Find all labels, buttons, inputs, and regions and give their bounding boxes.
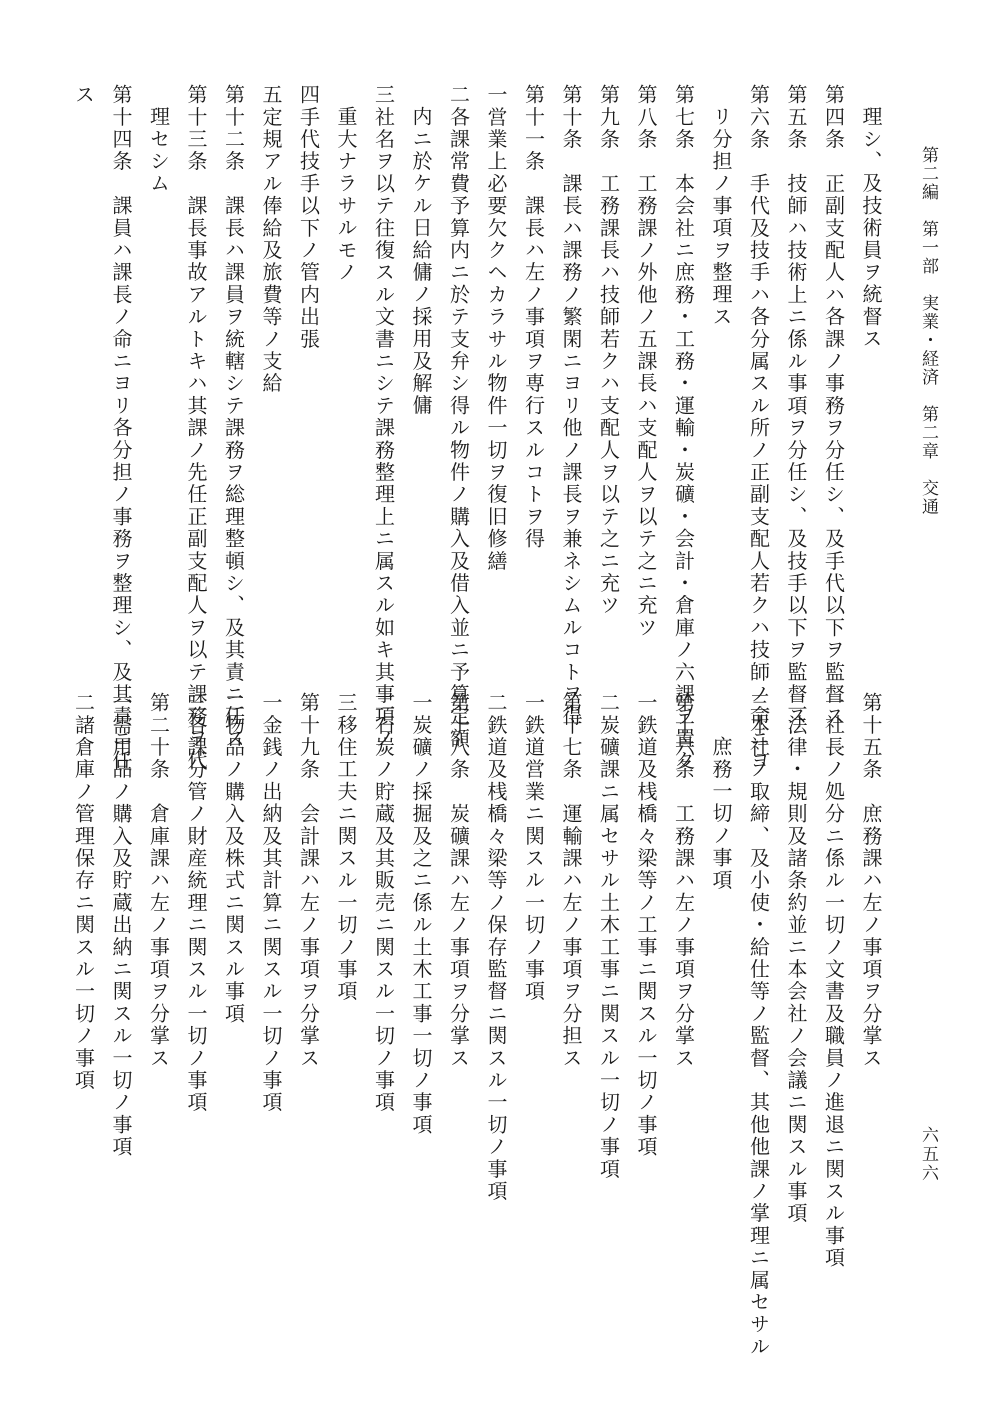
text-column: 二物品ノ購入及株式ニ関スル事項 [221, 692, 246, 1025]
text-column: 第十四条 課員ハ課長ノ命ニヨリ各分担ノ事務ヲ整理シ、及其責ニ任 [109, 84, 133, 773]
running-header: 第二編 第一部 実業・経済 第二章 交通 [918, 146, 938, 516]
text-column: 第八条 工務課ノ外他ノ五課長ハ支配人ヲ以テ之ニ充ツ [634, 84, 658, 639]
text-column: 一社長ノ処分ニ係ル一切ノ文書及職員ノ進退ニ関スル事項 [821, 692, 846, 1270]
text-column: 二鉄道及桟橋々梁等ノ保存監督ニ関スル一切ノ事項 [484, 692, 508, 1203]
text-column: 四手代技手以下ノ管内出張 [296, 84, 321, 351]
text-column: 一鉄道営業ニ関スル一切ノ事項 [521, 692, 546, 1003]
text-column: 第十九条 会計課ハ左ノ事項ヲ分掌ス [296, 692, 321, 1070]
text-column: 二各課常費予算内ニ於テ支弁シ得ル物件ノ購入及借入並ニ予算定額 [446, 84, 471, 750]
text-column: 庶務一切ノ事項 [709, 736, 733, 892]
text-column: 一鉄道及桟橋々梁等ノ工事ニ関スル一切ノ事項 [634, 692, 658, 1159]
text-column: 理セシム [146, 106, 171, 195]
text-column: 第十八条 炭礦課ハ左ノ事項ヲ分掌ス [446, 692, 471, 1070]
text-column: 二法律・規則及諸条約並ニ本会社ノ会議ニ関スル事項 [784, 692, 808, 1225]
text-column: 第七条 本会社ニ庶務・工務・運輸・炭礦・会計・倉庫ノ六課ヲ置ク [671, 84, 696, 773]
text-column: 第二十条 倉庫課ハ左ノ事項ヲ分掌ス [146, 692, 171, 1070]
text-column: 一需用品ノ購入及貯蔵出納ニ関スル一切ノ事項 [109, 692, 133, 1159]
text-column: 第十一条 課長ハ左ノ事項ヲ専行スルコトヲ得 [521, 84, 546, 551]
text-column: 二諸倉庫ノ管理保存ニ関スル一切ノ事項 [71, 692, 96, 1092]
text-column: 重大ナラサルモノ [334, 106, 358, 284]
text-column: 第十二条 課長ハ課員ヲ統轄シテ課務ヲ総理整頓シ、及其責ニ任ス [221, 84, 246, 750]
text-column: 一営業上必要欠クヘカラサル物件一切ヲ復旧修繕 [484, 84, 508, 573]
text-column: 第九条 工務課長ハ技師若クハ支配人ヲ以テ之ニ充ツ [596, 84, 621, 617]
text-column: 第十六条 工務課ハ左ノ事項ヲ分掌ス [671, 692, 696, 1070]
text-column: 五定規アル俸給及旅費等ノ支給 [259, 84, 283, 395]
text-column: 三移住工夫ニ関スル一切ノ事項 [334, 692, 358, 1003]
page-number: 六五六 [918, 1126, 938, 1183]
text-column: 第十条 課長ハ課務ノ繁閑ニヨリ他ノ課長ヲ兼ネシムルコトヲ得 [559, 84, 583, 728]
text-column: 第十三条 課長事故アルトキハ其課ノ先任正副支配人ヲ以テ課務ヲ代 [184, 84, 208, 773]
text-column: 三本社ノ取締、及小使・給仕等ノ監督、其他他課ノ掌理ニ属セサル [746, 692, 771, 1358]
text-column: 第十五条 庶務課ハ左ノ事項ヲ分掌ス [859, 692, 883, 1070]
text-column: 第六条 手代及技手ハ各分属スル所ノ正副支配人若クハ技師ノ命ニヨ [746, 84, 771, 773]
text-column: 一金銭ノ出納及其計算ニ関スル一切ノ事項 [259, 692, 283, 1114]
text-column: 第五条 技師ハ技術上ニ係ル事項ヲ分任シ、及技手以下ヲ監督ス [784, 84, 808, 728]
text-column: 二石炭ノ貯蔵及其販売ニ関スル一切ノ事項 [371, 692, 396, 1114]
text-column: 二炭礦課ニ属セサル土木工事ニ関スル一切ノ事項 [596, 692, 621, 1181]
text-column: 三社名ヲ以テ往復スル文書ニシテ課務整理上ニ属スル如キ其事項ノ [371, 84, 396, 750]
text-column: 第四条 正副支配人ハ各課ノ事務ヲ分任シ、及手代以下ヲ監督ス [821, 84, 846, 728]
text-column: 三各課分管ノ財産統理ニ関スル一切ノ事項 [184, 692, 208, 1114]
text-column: 第十七条 運輸課ハ左ノ事項ヲ分担ス [559, 692, 583, 1070]
text-column: 理シ、及技術員ヲ統督ス [859, 106, 883, 351]
text-column: 一炭礦ノ採掘及之ニ係ル土木工事一切ノ事項 [409, 692, 433, 1136]
text-column: 内ニ於ケル日給傭ノ採用及解傭 [409, 106, 433, 417]
text-column: リ分担ノ事項ヲ整理ス [709, 106, 733, 328]
text-column: ス [71, 84, 96, 107]
